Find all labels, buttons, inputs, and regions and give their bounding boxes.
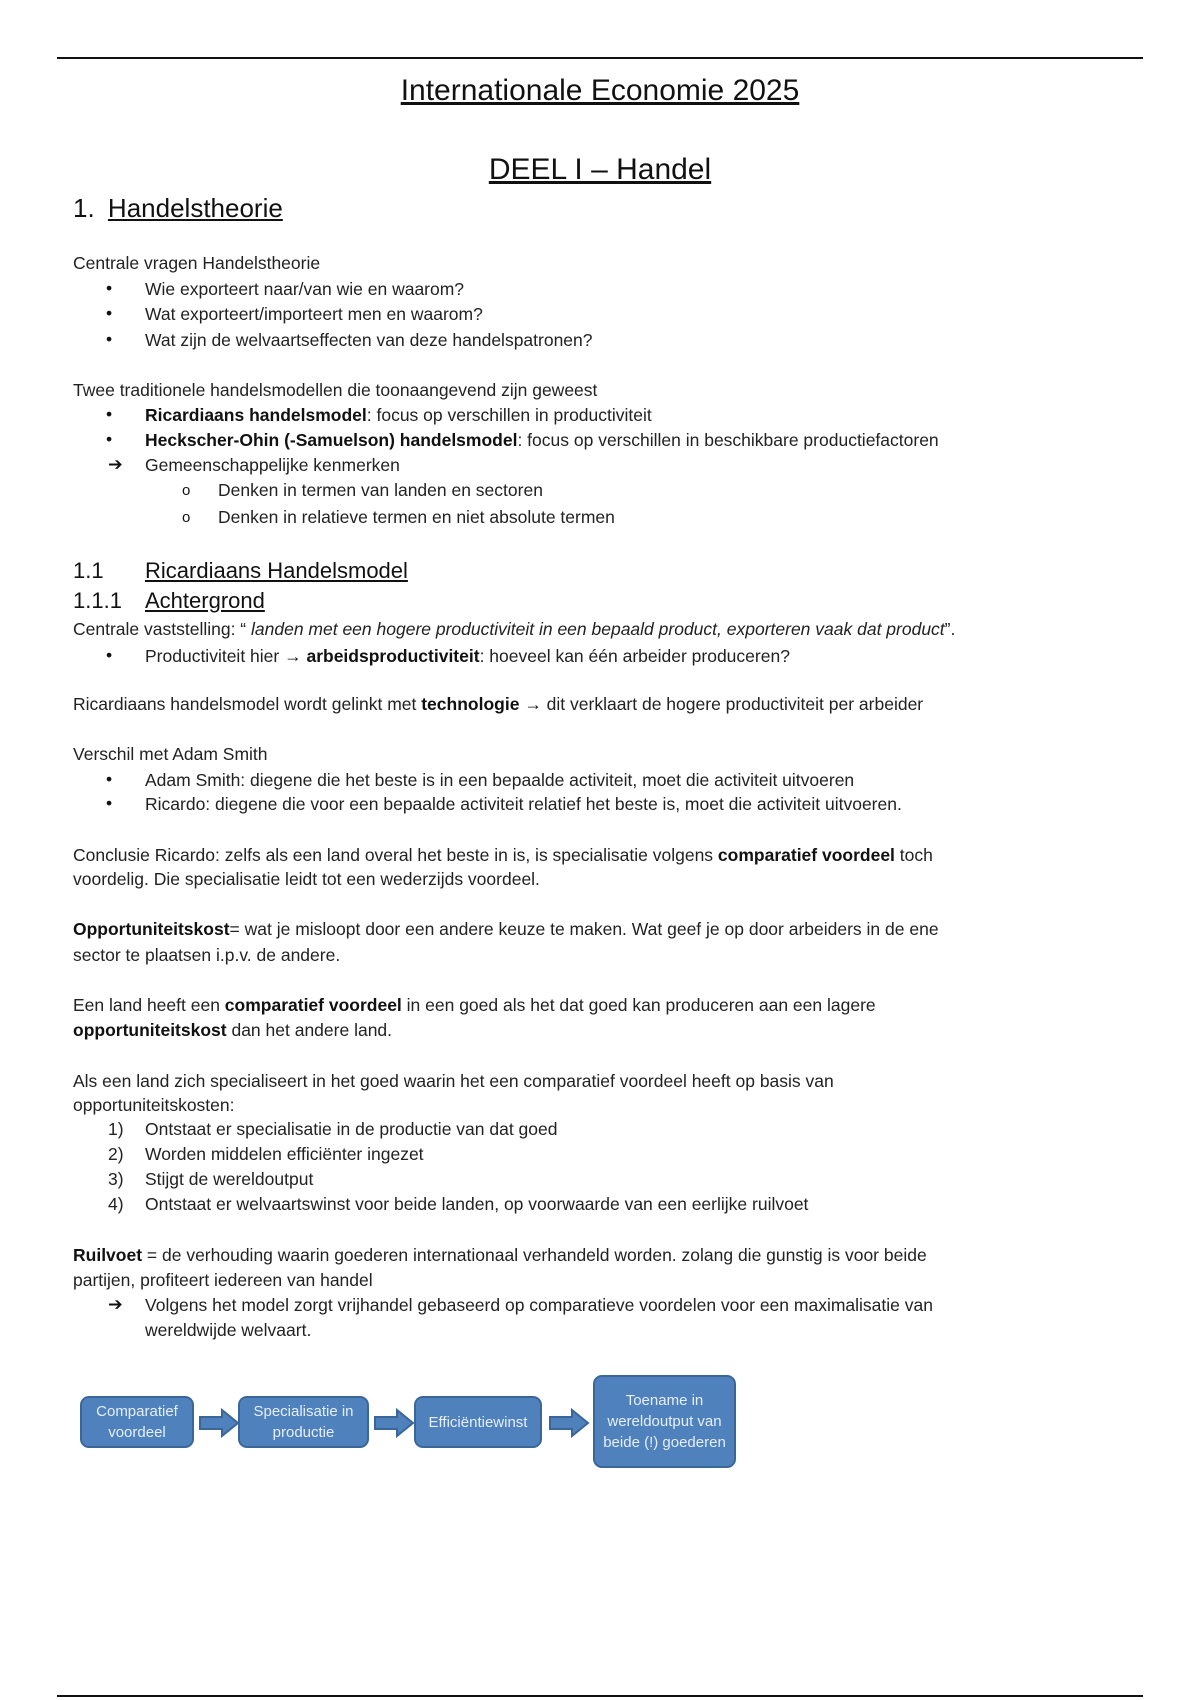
document-title: Internationale Economie 2025 xyxy=(400,74,800,107)
flow-box-specialisation: Specialisatie in productie xyxy=(238,1396,369,1448)
statement-quote: landen met een hogere productiviteit in een bepaald product, exporteren vaak dat product xyxy=(251,619,945,639)
opportunity-paragraph xyxy=(73,919,939,940)
section-heading-1 xyxy=(73,193,283,224)
bullet-icon: • xyxy=(106,645,113,665)
bullet-icon: • xyxy=(106,429,113,449)
top-rule xyxy=(57,57,1143,59)
comparative-prefix: Een land heeft een xyxy=(73,995,225,1015)
comparative-paragraph xyxy=(73,995,876,1016)
technology-term: technologie xyxy=(421,694,520,714)
sub-list-item: Denken in relatieve termen en niet absolute termen xyxy=(218,507,615,527)
comparative-line-2 xyxy=(73,1020,392,1041)
sub-list-item: Denken in termen van landen en sectoren xyxy=(218,480,543,500)
subsection-number: 1.1 xyxy=(73,558,104,583)
productivity-prefix: Productiviteit hier xyxy=(145,646,285,666)
arrow-right-icon: → xyxy=(524,694,542,714)
part-title: DEEL I – Handel xyxy=(488,153,712,186)
numbered-item: Ontstaat er welvaartswinst voor beide landen, op voorwaarde van een eerlijke ruilvoet xyxy=(145,1194,809,1214)
list-item: Wat exporteert/importeert men en waarom? xyxy=(145,304,483,324)
specialize-line-2: opportuniteitskosten: xyxy=(73,1095,235,1115)
technology-suffix: dit verklaart de hogere productiviteit per arbeider xyxy=(541,694,924,714)
ruilvoet-paragraph xyxy=(73,1245,927,1266)
flow-diagram xyxy=(78,1375,738,1470)
arrow-right-icon: ➔ xyxy=(108,454,123,474)
models-heading: Twee traditionele handelsmodellen die toonaangevend zijn geweest xyxy=(73,380,598,400)
circle-bullet-icon: o xyxy=(182,509,191,526)
bullet-icon: • xyxy=(106,404,113,424)
subsubsection-heading xyxy=(73,588,265,614)
ricardo-desc: : focus op verschillen in productiviteit xyxy=(366,405,652,425)
conclusion-line-2: voordelig. Die specialisatie leidt tot een wederzijds voordeel. xyxy=(73,869,540,889)
technology-paragraph xyxy=(73,694,923,715)
list-number: 3) xyxy=(108,1169,124,1189)
bullet-icon: • xyxy=(106,303,113,323)
comparative-suffix: dan het andere land. xyxy=(226,1020,393,1040)
list-item xyxy=(145,430,939,451)
subsubsection-number: 1.1.1 xyxy=(73,588,122,613)
bullet-icon: • xyxy=(106,329,113,349)
arrow-item: Volgens het model zorgt vrijhandel gebaseerd op comparatieve voordelen voor een maximalisatie van xyxy=(145,1295,933,1315)
statement-suffix: ”. xyxy=(944,619,956,639)
flow-arrow-icon xyxy=(373,1408,415,1438)
subsubsection-label: Achtergrond xyxy=(145,588,265,613)
comparative-advantage-term: comparatief voordeel xyxy=(717,845,895,865)
bullet-icon: • xyxy=(106,769,113,789)
flow-box-comparative: Comparatief voordeel xyxy=(80,1396,194,1448)
list-number: 4) xyxy=(108,1194,124,1214)
arrow-right-icon: ➔ xyxy=(108,1294,123,1314)
conclusion-paragraph xyxy=(73,845,933,866)
opportunity-term: Opportuniteitskost xyxy=(73,919,230,939)
list-item: Ricardo: diegene die voor een bepaalde activiteit relatief het beste is, moet die activiteit uitvoeren. xyxy=(145,794,902,814)
subsection-label: Ricardiaans Handelsmodel xyxy=(145,558,408,583)
flow-arrow-icon xyxy=(198,1408,240,1438)
list-number: 1) xyxy=(108,1119,124,1139)
section-number: 1. xyxy=(73,193,95,223)
specialize-paragraph: Als een land zich specialiseert in het goed waarin het een comparatief voordeel heeft op basis van xyxy=(73,1071,834,1091)
central-statement xyxy=(73,619,955,640)
list-item: Wat zijn de welvaartseffecten van deze handelspatronen? xyxy=(145,330,593,350)
list-item xyxy=(145,646,790,667)
conclusion-prefix: Conclusie Ricardo: zelfs als een land overal het beste in is, is specialisatie volgens xyxy=(73,845,718,865)
opportunity-text: = wat je misloopt door een andere keuze te maken. Wat geef je op door arbeiders in de ene xyxy=(229,919,939,939)
list-item: Gemeenschappelijke kenmerken xyxy=(145,455,400,475)
numbered-item: Worden middelen efficiënter ingezet xyxy=(145,1144,424,1164)
bottom-rule xyxy=(57,1695,1143,1697)
numbered-item: Ontstaat er specialisatie in de productie van dat goed xyxy=(145,1119,558,1139)
subsection-heading xyxy=(73,558,408,584)
opportunity-cost-term: opportuniteitskost xyxy=(73,1020,227,1040)
list-number: 2) xyxy=(108,1144,124,1164)
smith-heading: Verschil met Adam Smith xyxy=(73,744,268,764)
arrow-item-line-2: wereldwijde welvaart. xyxy=(145,1320,312,1340)
productivity-term: arbeidsproductiviteit xyxy=(306,646,480,666)
flow-arrow-icon xyxy=(548,1408,590,1438)
list-item: Wie exporteert naar/van wie en waarom? xyxy=(145,279,465,299)
bullet-icon: • xyxy=(106,278,113,298)
section-label: Handelstheorie xyxy=(107,193,283,223)
numbered-item: Stijgt de wereldoutput xyxy=(145,1169,314,1189)
arrow-right-icon: → xyxy=(284,646,302,666)
productivity-suffix: : hoeveel kan één arbeider produceren? xyxy=(479,646,790,666)
opportunity-line-2: sector te plaatsen i.p.v. de andere. xyxy=(73,945,341,965)
ho-term: Heckscher-Ohin (-Samuelson) handelsmodel xyxy=(145,430,518,450)
ho-desc: : focus op verschillen in beschikbare productiefactoren xyxy=(517,430,939,450)
ruilvoet-text: = de verhouding waarin goederen internationaal verhandeld worden. zolang die gunstig is voor beide xyxy=(142,1245,927,1265)
comparative-middle: in een goed als het dat goed kan produceren aan een lagere xyxy=(401,995,876,1015)
bullet-icon: • xyxy=(106,793,113,813)
ruilvoet-term: Ruilvoet xyxy=(73,1245,143,1265)
flow-box-efficiency: Efficiëntiewinst xyxy=(414,1396,542,1448)
central-questions-heading: Centrale vragen Handelstheorie xyxy=(73,253,321,273)
statement-prefix: Centrale vaststelling: “ xyxy=(73,619,251,639)
comparative-term: comparatief voordeel xyxy=(224,995,402,1015)
circle-bullet-icon: o xyxy=(182,482,191,499)
list-item xyxy=(145,405,652,426)
flow-box-output: Toename in wereldoutput van beide (!) goederen xyxy=(593,1375,736,1468)
conclusion-suffix: toch xyxy=(894,845,933,865)
list-item: Adam Smith: diegene die het beste is in een bepaalde activiteit, moet die activiteit uitvoeren xyxy=(145,770,855,790)
ricardo-term: Ricardiaans handelsmodel xyxy=(145,405,367,425)
ruilvoet-line-2: partijen, profiteert iedereen van handel xyxy=(73,1270,373,1290)
technology-prefix: Ricardiaans handelsmodel wordt gelinkt met xyxy=(73,694,422,714)
